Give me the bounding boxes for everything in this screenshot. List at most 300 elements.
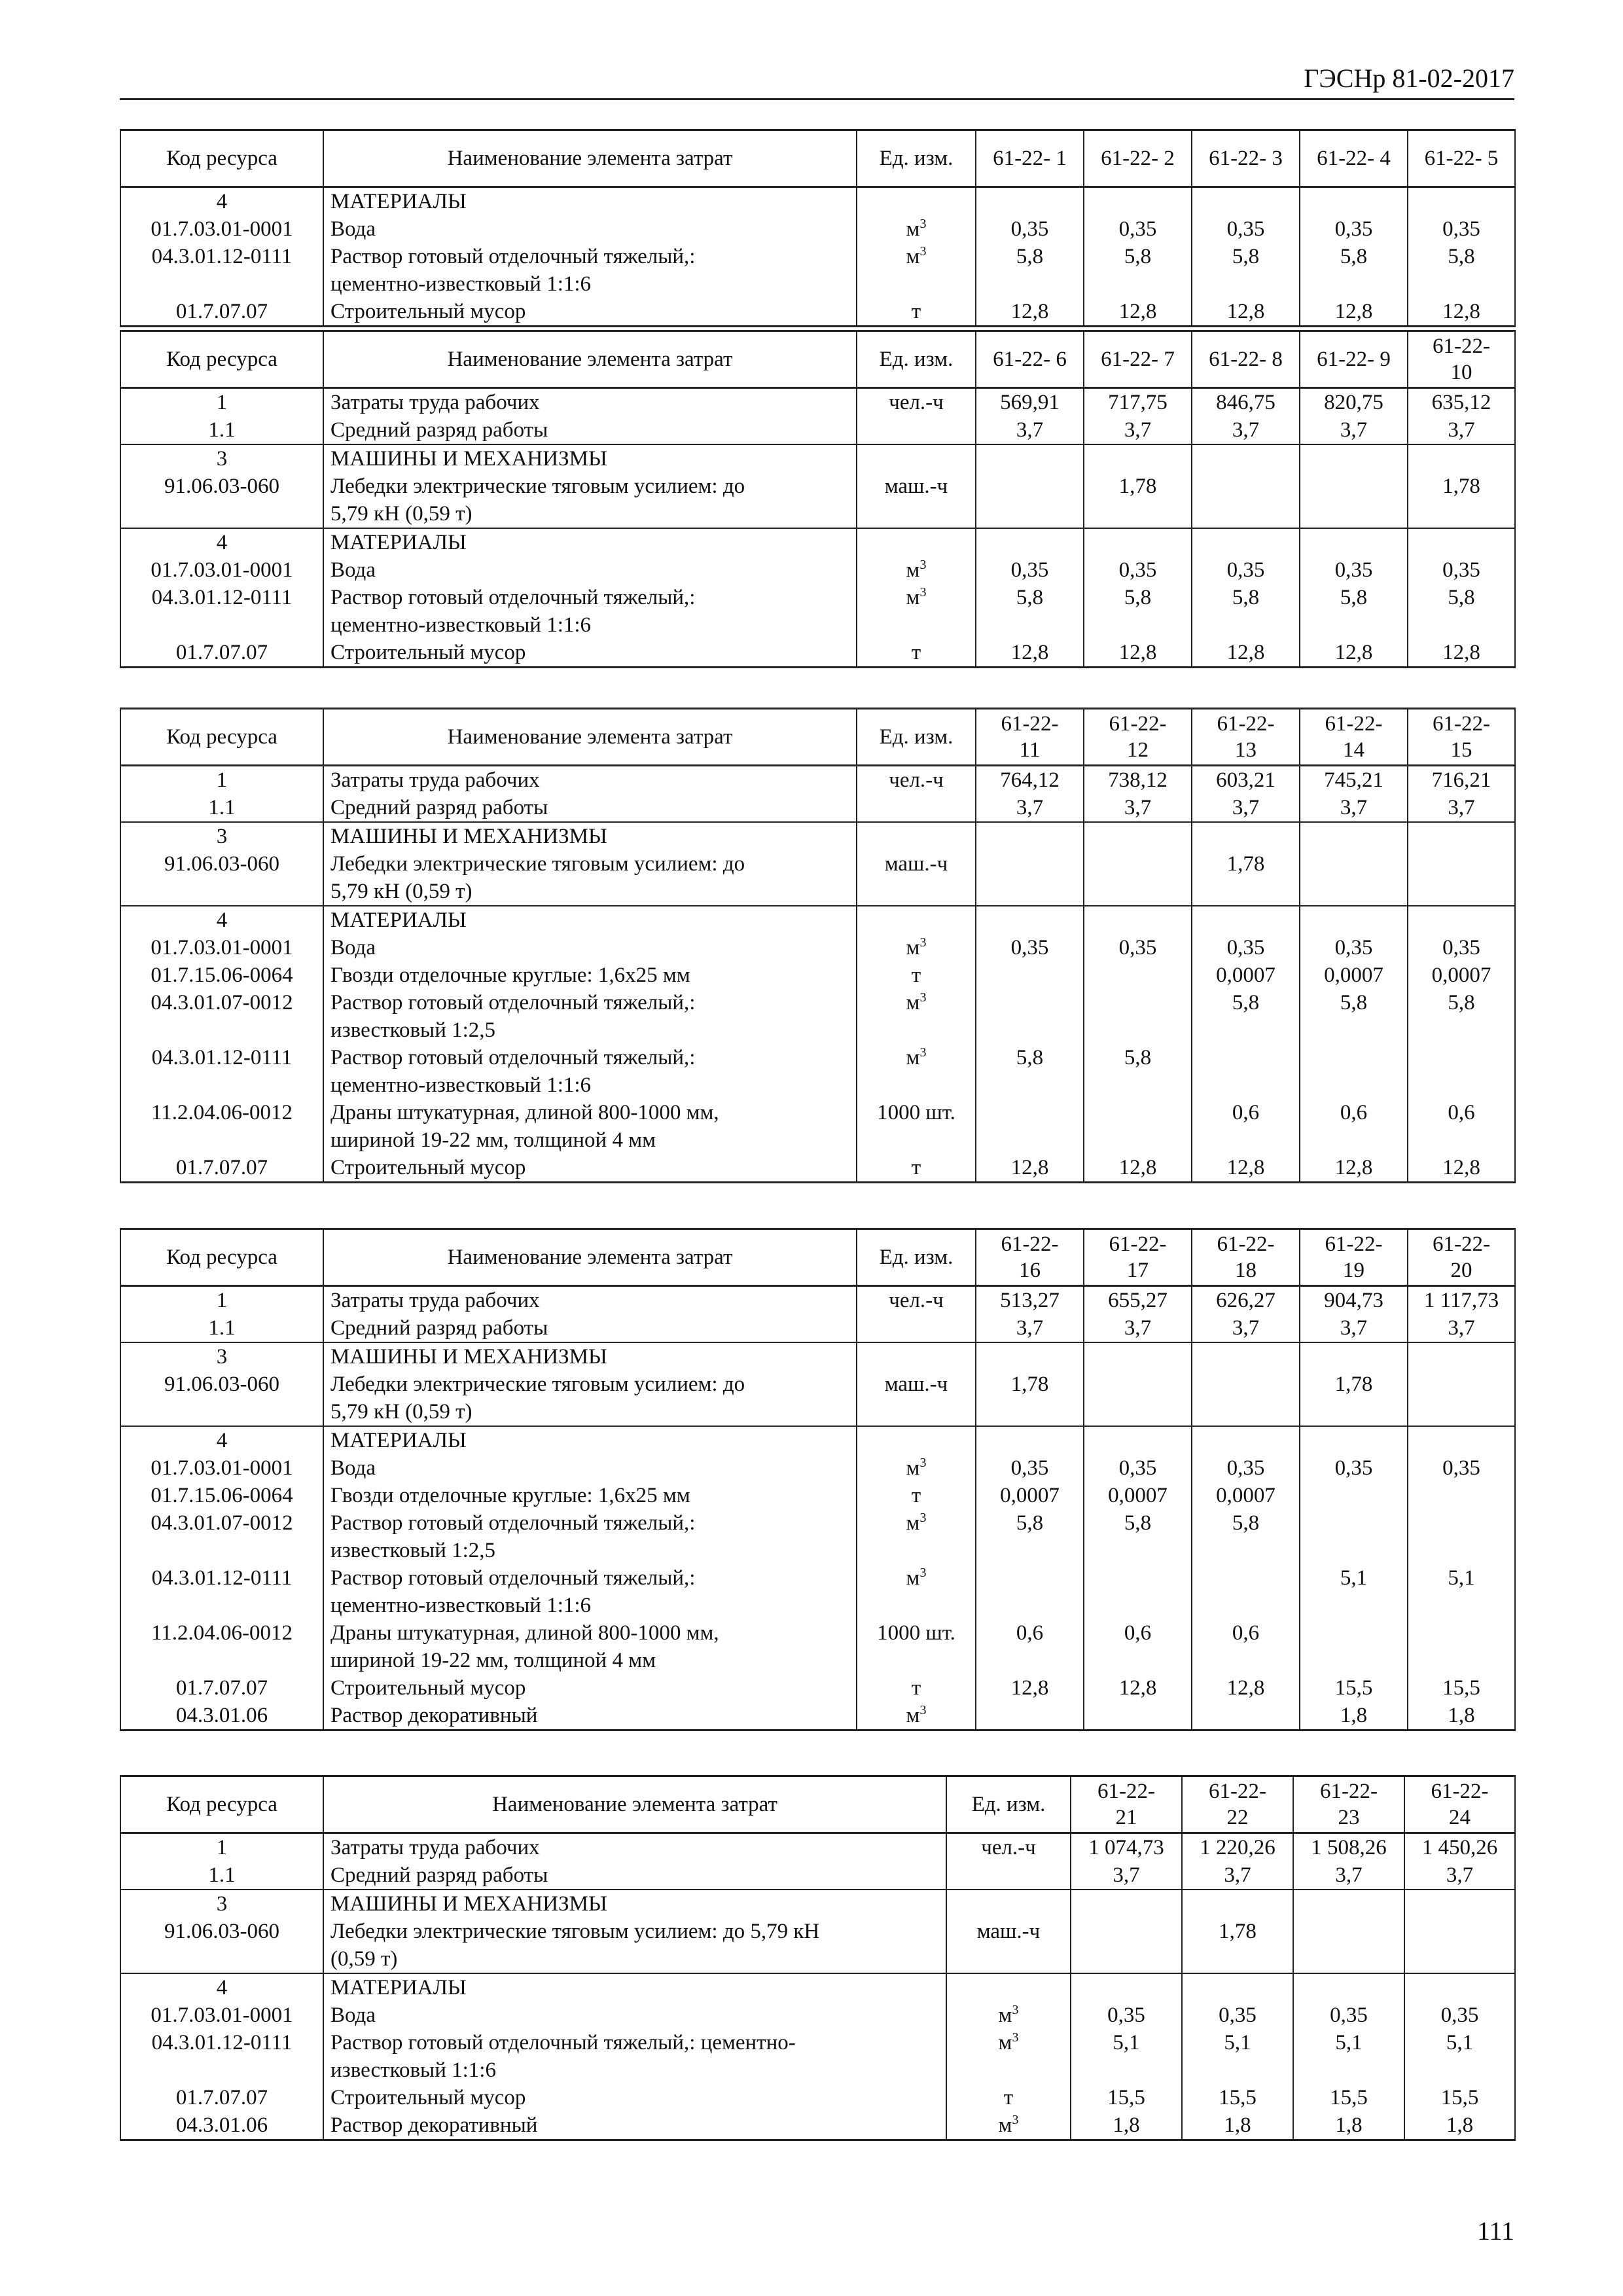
resource-code: 04.3.01.07-0012 (120, 1509, 323, 1537)
resource-code (120, 1016, 323, 1044)
unit (857, 416, 976, 444)
unit-text: т (911, 641, 921, 664)
norm-value: 0,35 (1408, 215, 1515, 243)
norm-value: 1,78 (976, 1371, 1084, 1398)
element-name: Раствор готовый отделочный тяжелый,: (323, 1509, 857, 1537)
norm-value: 5,1 (1293, 2029, 1404, 2056)
unit-text: чел.-ч (889, 391, 944, 414)
norm-value (1084, 1342, 1192, 1371)
element-name: Раствор готовый отделочный тяжелый,: (323, 243, 857, 270)
norm-value: 1,78 (1300, 1371, 1408, 1398)
resource-code: 1.1 (120, 416, 323, 444)
norm-value (1408, 1509, 1515, 1537)
header-norm-code: 61-22- 17 (1084, 1229, 1192, 1286)
section-heading: МАТЕРИАЛЫ (323, 1426, 857, 1454)
unit (857, 1154, 976, 1183)
norm-value (976, 989, 1084, 1016)
resource-code: 01.7.03.01-0001 (120, 1454, 323, 1482)
header-norm-code: 61-22- 24 (1404, 1776, 1515, 1833)
unit-superscript: 3 (919, 1511, 927, 1525)
norm-value (1408, 822, 1515, 850)
norm-value (976, 850, 1084, 878)
unit (857, 1702, 976, 1731)
unit-text: м (906, 1566, 920, 1590)
norm-value: 15,5 (1293, 2084, 1404, 2111)
norm-value: 655,27 (1084, 1286, 1192, 1315)
resource-code: 11.2.04.06-0012 (120, 1619, 323, 1647)
header-norm-code: 61-22- 21 (1071, 1776, 1182, 1833)
resource-code (120, 1647, 323, 1674)
header-norm-code: 61-22- 16 (976, 1229, 1084, 1286)
unit-text: м (906, 1511, 920, 1535)
norm-value: 0,35 (1182, 2001, 1293, 2029)
norm-value: 5,8 (976, 243, 1084, 270)
table-row (120, 1044, 1515, 1071)
unit-text: м (906, 1046, 920, 1069)
unit (857, 243, 976, 270)
element-name: Средний разряд работы (323, 1314, 857, 1342)
resource-code: 04.3.01.07-0012 (120, 989, 323, 1016)
norm-value (1084, 1016, 1192, 1044)
unit (857, 906, 976, 934)
table-row (120, 556, 1515, 584)
norm-value (1300, 1619, 1408, 1647)
header-resource-code: Код ресурса (120, 130, 323, 187)
resource-code (120, 1398, 323, 1426)
resource-table-5 (120, 1775, 1516, 2141)
norm-value: 1,78 (1408, 473, 1515, 500)
norm-value: 0,35 (1192, 934, 1300, 961)
table-row (120, 1126, 1515, 1154)
norm-value (1300, 1044, 1408, 1071)
norm-value: 3,7 (976, 416, 1084, 444)
unit (857, 1426, 976, 1454)
norm-value: 1 117,73 (1408, 1286, 1515, 1315)
norm-value (1084, 989, 1192, 1016)
norm-value: 745,21 (1300, 766, 1408, 795)
norm-value (1408, 1371, 1515, 1398)
norm-value: 1,8 (1182, 2111, 1293, 2140)
norm-value: 5,1 (1071, 2029, 1182, 2056)
norm-value (1182, 2056, 1293, 2084)
norm-value: 0,0007 (1084, 1482, 1192, 1509)
norm-value (1408, 1537, 1515, 1564)
header-norm-code: 61-22- 14 (1300, 709, 1408, 766)
norm-value: 5,8 (1084, 243, 1192, 270)
norm-value (1084, 1398, 1192, 1426)
norm-value: 0,35 (1192, 1454, 1300, 1482)
table-row (120, 444, 1515, 473)
table-row (120, 1564, 1515, 1592)
element-name: Гвозди отделочные круглые: 1,6х25 мм (323, 961, 857, 989)
norm-value (1300, 1126, 1408, 1154)
norm-value (1300, 878, 1408, 906)
norm-value: 5,8 (1192, 1509, 1300, 1537)
norm-value (976, 528, 1084, 556)
norm-value (1071, 1945, 1182, 1973)
norm-value: 1 508,26 (1293, 1833, 1404, 1862)
header-norm-code: 61-22- 22 (1182, 1776, 1293, 1833)
unit-text: маш.-ч (884, 475, 948, 498)
norm-value: 716,21 (1408, 766, 1515, 795)
resource-code: 1 (120, 1286, 323, 1315)
norm-value (1404, 1918, 1515, 1945)
unit-text: т (911, 1676, 921, 1700)
resource-code: 01.7.03.01-0001 (120, 2001, 323, 2029)
resource-code: 04.3.01.06 (120, 1702, 323, 1731)
norm-value: 5,8 (1084, 1509, 1192, 1537)
norm-value: 12,8 (1300, 298, 1408, 327)
resource-code: 04.3.01.12-0111 (120, 1564, 323, 1592)
table-row (120, 1537, 1515, 1564)
norm-value (1192, 1126, 1300, 1154)
norm-value: 0,0007 (976, 1482, 1084, 1509)
header-norm-code: 61-22- 19 (1300, 1229, 1408, 1286)
unit (946, 1973, 1071, 2001)
norm-value (1084, 187, 1192, 216)
unit (857, 1286, 976, 1315)
norm-value: 5,8 (1084, 584, 1192, 611)
resource-code: 01.7.07.07 (120, 2084, 323, 2111)
resource-table-4 (120, 1228, 1516, 1731)
norm-value (1408, 528, 1515, 556)
norm-value (976, 187, 1084, 216)
norm-value (976, 473, 1084, 500)
norm-value: 3,7 (1408, 794, 1515, 822)
norm-value (1300, 1482, 1408, 1509)
resource-code: 1 (120, 766, 323, 795)
element-name: Лебедки электрические тяговым усилием: до (323, 1371, 857, 1398)
norm-value (1408, 1398, 1515, 1426)
resource-code: 04.3.01.06 (120, 2111, 323, 2140)
norm-value (976, 878, 1084, 906)
norm-value: 0,6 (1192, 1619, 1300, 1647)
norm-value: 15,5 (1404, 2084, 1515, 2111)
resource-code: 3 (120, 1890, 323, 1918)
element-name: Раствор готовый отделочный тяжелый,: (323, 1044, 857, 1071)
section-heading: МАТЕРИАЛЫ (323, 187, 857, 216)
unit-superscript: 3 (919, 558, 927, 572)
norm-value (1192, 1371, 1300, 1398)
norm-value: 3,7 (1084, 416, 1192, 444)
element-name: известковый 1:2,5 (323, 1016, 857, 1044)
table-row (120, 215, 1515, 243)
norm-value: 5,8 (1408, 243, 1515, 270)
norm-value (976, 1592, 1084, 1619)
table-row (120, 1945, 1515, 1973)
norm-value (976, 1099, 1084, 1126)
norm-value (1192, 1342, 1300, 1371)
norm-value (976, 1647, 1084, 1674)
norm-value: 0,35 (1192, 215, 1300, 243)
unit-superscript: 3 (919, 585, 927, 600)
resource-table-2 (120, 330, 1516, 668)
norm-value: 5,8 (1408, 989, 1515, 1016)
table-row (120, 1918, 1515, 1945)
norm-value: 3,7 (1404, 1861, 1515, 1890)
norm-value (1071, 1918, 1182, 1945)
norm-value (976, 1342, 1084, 1371)
unit-superscript: 3 (919, 1045, 927, 1060)
norm-value: 3,7 (1084, 1314, 1192, 1342)
norm-value: 0,0007 (1300, 961, 1408, 989)
resource-code: 01.7.15.06-0064 (120, 961, 323, 989)
element-name: шириной 19-22 мм, толщиной 4 мм (323, 1126, 857, 1154)
header-norm-code: 61-22- 18 (1192, 1229, 1300, 1286)
resource-code: 4 (120, 906, 323, 934)
element-name: Затраты труда рабочих (323, 388, 857, 417)
unit-text: м (906, 1704, 920, 1727)
norm-value: 764,12 (976, 766, 1084, 795)
norm-value: 1,8 (1300, 1702, 1408, 1731)
norm-value: 12,8 (976, 1674, 1084, 1702)
unit (857, 934, 976, 961)
norm-value (1192, 473, 1300, 500)
unit (946, 2111, 1071, 2140)
norm-value: 3,7 (1408, 416, 1515, 444)
unit (857, 1314, 976, 1342)
resource-code: 4 (120, 1973, 323, 2001)
norm-value (1408, 444, 1515, 473)
element-name: Вода (323, 556, 857, 584)
norm-value (1084, 906, 1192, 934)
norm-value (1071, 1890, 1182, 1918)
table-header-row (120, 1229, 1515, 1286)
unit (857, 500, 976, 528)
norm-value (976, 1702, 1084, 1731)
norm-value (1404, 1945, 1515, 1973)
unit (857, 215, 976, 243)
norm-value: 12,8 (1300, 1154, 1408, 1183)
resource-code: 01.7.07.07 (120, 298, 323, 327)
norm-value: 0,35 (1084, 934, 1192, 961)
resource-code: 91.06.03-060 (120, 1918, 323, 1945)
element-name: Строительный мусор (323, 639, 857, 668)
norm-value: 5,1 (1404, 2029, 1515, 2056)
resource-code: 1 (120, 1833, 323, 1862)
element-name: Раствор готовый отделочный тяжелый,: цементно- (323, 2029, 946, 2056)
norm-value: 0,6 (1084, 1619, 1192, 1647)
table-row (120, 1398, 1515, 1426)
norm-value: 1,8 (1071, 2111, 1182, 2140)
element-name: Строительный мусор (323, 2084, 946, 2111)
unit (857, 766, 976, 795)
norm-value (1408, 1044, 1515, 1071)
norm-value (1192, 1426, 1300, 1454)
unit (946, 2001, 1071, 2029)
norm-value (976, 1426, 1084, 1454)
norm-value: 5,8 (976, 1509, 1084, 1537)
table-header-row (120, 331, 1515, 388)
resource-table-3 (120, 708, 1516, 1183)
table-row (120, 388, 1515, 417)
norm-value: 5,1 (1300, 1564, 1408, 1592)
header-norm-code: 61-22- 13 (1192, 709, 1300, 766)
unit (857, 388, 976, 417)
table-row (120, 1592, 1515, 1619)
element-name: Драны штукатурная, длиной 800-1000 мм, (323, 1619, 857, 1647)
norm-value (976, 822, 1084, 850)
norm-value (1084, 270, 1192, 298)
norm-value (1084, 961, 1192, 989)
element-name: Вода (323, 1454, 857, 1482)
unit (857, 1564, 976, 1592)
section-heading: МАШИНЫ И МЕХАНИЗМЫ (323, 444, 857, 473)
norm-value (1408, 187, 1515, 216)
norm-value: 1,78 (1084, 473, 1192, 500)
header-unit: Ед. изм. (857, 709, 976, 766)
unit-text: т (911, 1484, 921, 1507)
resource-code: 91.06.03-060 (120, 473, 323, 500)
unit (946, 2084, 1071, 2111)
norm-value (1084, 1126, 1192, 1154)
unit (857, 187, 976, 216)
norm-value: 5,8 (1300, 989, 1408, 1016)
element-name: Раствор готовый отделочный тяжелый,: (323, 584, 857, 611)
norm-value: 0,35 (1293, 2001, 1404, 2029)
header-norm-code: 61-22- 1 (976, 130, 1084, 187)
unit (946, 1833, 1071, 1862)
table-row (120, 639, 1515, 668)
unit (857, 270, 976, 298)
norm-value: 0,0007 (1192, 1482, 1300, 1509)
unit-superscript: 3 (919, 244, 927, 259)
resource-code (120, 611, 323, 639)
norm-value: 820,75 (1300, 388, 1408, 417)
unit (946, 2029, 1071, 2056)
norm-value (1408, 1592, 1515, 1619)
norm-value (1182, 1973, 1293, 2001)
unit (857, 1126, 976, 1154)
norm-value (1408, 906, 1515, 934)
table-row (120, 1702, 1515, 1731)
table-row (120, 528, 1515, 556)
norm-value (976, 1564, 1084, 1592)
norm-value: 0,35 (1408, 1454, 1515, 1482)
table-row (120, 1016, 1515, 1044)
table-row (120, 822, 1515, 850)
unit-text: м (906, 245, 920, 268)
element-name: цементно-известковый 1:1:6 (323, 611, 857, 639)
header-unit: Ед. изм. (857, 1229, 976, 1286)
resource-code: 04.3.01.12-0111 (120, 1044, 323, 1071)
norm-value: 12,8 (1300, 639, 1408, 668)
unit-text: чел.-ч (889, 768, 944, 792)
resource-code: 1.1 (120, 1314, 323, 1342)
unit-superscript: 3 (919, 990, 927, 1005)
unit (857, 1454, 976, 1482)
resource-code: 4 (120, 1426, 323, 1454)
resource-code: 91.06.03-060 (120, 1371, 323, 1398)
resource-code: 04.3.01.12-0111 (120, 243, 323, 270)
unit (946, 1918, 1071, 1945)
table-row (120, 1482, 1515, 1509)
unit-superscript: 3 (919, 1566, 927, 1580)
unit (857, 850, 976, 878)
norm-value: 15,5 (1300, 1674, 1408, 1702)
header-norm-code: 61-22- 15 (1408, 709, 1515, 766)
resource-code: 1 (120, 388, 323, 417)
element-name: Вода (323, 2001, 946, 2029)
table-row (120, 416, 1515, 444)
norm-value (976, 1398, 1084, 1426)
norm-value: 12,8 (1084, 1154, 1192, 1183)
element-name: Лебедки электрические тяговым усилием: до 5,79 кН (323, 1918, 946, 1945)
unit (857, 556, 976, 584)
norm-value: 0,35 (976, 1454, 1084, 1482)
header-norm-code: 61-22- 2 (1084, 130, 1192, 187)
unit (857, 961, 976, 989)
element-name: Средний разряд работы (323, 416, 857, 444)
table-row (120, 1973, 1515, 2001)
norm-value: 12,8 (1192, 298, 1300, 327)
norm-value (1300, 1647, 1408, 1674)
section-heading: МАТЕРИАЛЫ (323, 906, 857, 934)
norm-value (976, 906, 1084, 934)
norm-value (1408, 270, 1515, 298)
element-name: 5,79 кН (0,59 т) (323, 500, 857, 528)
norm-value (976, 1537, 1084, 1564)
norm-value: 3,7 (976, 794, 1084, 822)
norm-value: 603,21 (1192, 766, 1300, 795)
table-row (120, 2084, 1515, 2111)
norm-value: 12,8 (976, 1154, 1084, 1183)
norm-value: 0,35 (1300, 934, 1408, 961)
unit (946, 1890, 1071, 1918)
norm-value (1071, 2056, 1182, 2084)
table-row (120, 2111, 1515, 2140)
element-name: известковый 1:2,5 (323, 1537, 857, 1564)
norm-value: 1,8 (1404, 2111, 1515, 2140)
norm-value (1192, 1071, 1300, 1099)
header-resource-code: Код ресурса (120, 1776, 323, 1833)
norm-value: 12,8 (1192, 1674, 1300, 1702)
resource-code: 01.7.07.07 (120, 1674, 323, 1702)
unit (857, 1482, 976, 1509)
resource-code (120, 500, 323, 528)
norm-value (1408, 1016, 1515, 1044)
table-row (120, 1099, 1515, 1126)
norm-value (1293, 1973, 1404, 2001)
norm-value: 0,35 (976, 934, 1084, 961)
element-name: Драны штукатурная, длиной 800-1000 мм, (323, 1099, 857, 1126)
norm-value (1300, 1016, 1408, 1044)
unit-text: м (906, 558, 920, 582)
norm-value (976, 1126, 1084, 1154)
norm-value: 738,12 (1084, 766, 1192, 795)
unit (857, 1071, 976, 1099)
table-header-row (120, 1776, 1515, 1833)
header-element-name: Наименование элемента затрат (323, 130, 857, 187)
table-row (120, 1426, 1515, 1454)
norm-value (1300, 1071, 1408, 1099)
unit (857, 1509, 976, 1537)
norm-value (1408, 1071, 1515, 1099)
table-row (120, 1371, 1515, 1398)
unit-text: м (998, 2113, 1012, 2137)
unit-superscript: 3 (919, 935, 927, 950)
table-row (120, 878, 1515, 906)
element-name: Вода (323, 934, 857, 961)
header-norm-code: 61-22- 10 (1408, 331, 1515, 388)
resource-code (120, 2056, 323, 2084)
norm-value (976, 611, 1084, 639)
norm-value: 12,8 (1408, 298, 1515, 327)
header-norm-code: 61-22- 23 (1293, 1776, 1404, 1833)
norm-value (1300, 528, 1408, 556)
norm-value: 5,1 (1408, 1564, 1515, 1592)
norm-value: 3,7 (1300, 1314, 1408, 1342)
